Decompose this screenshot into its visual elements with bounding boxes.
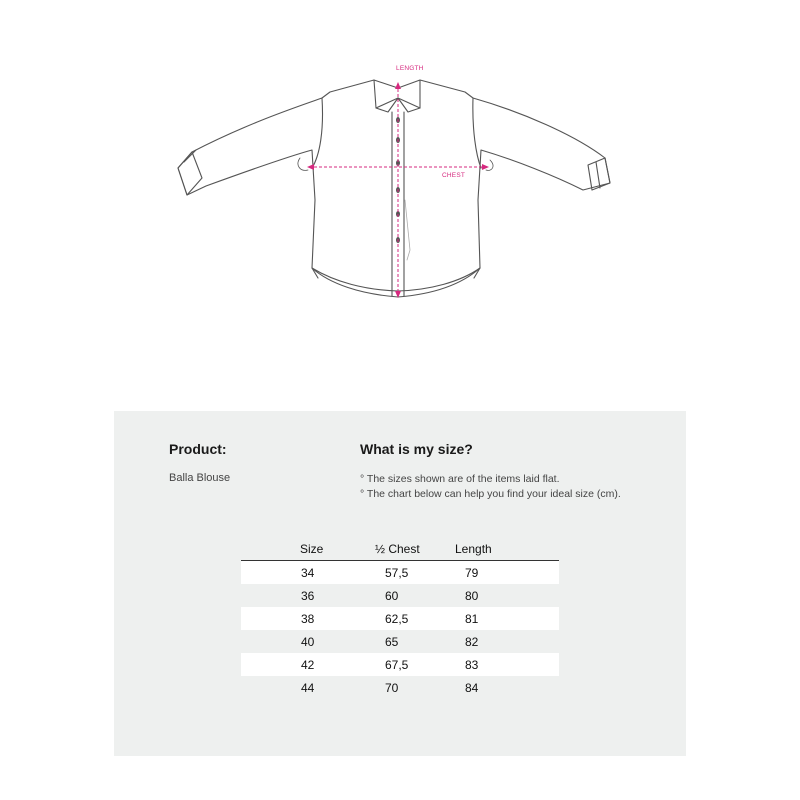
- size-guide-panel: [114, 411, 686, 756]
- chest-label: CHEST: [442, 172, 466, 179]
- cell-chest: 67,5: [385, 657, 409, 672]
- length-label: LENGTH: [396, 65, 424, 72]
- cell-chest: 60: [385, 588, 399, 603]
- size-notes: [360, 472, 621, 502]
- cell-length: 82: [465, 634, 479, 649]
- table-header: [241, 537, 559, 561]
- table-row: [241, 584, 559, 607]
- blouse-body-outline: [178, 80, 610, 297]
- cell-size: 44: [301, 680, 315, 695]
- table-row: [241, 653, 559, 676]
- size-heading: What is my size?: [360, 441, 473, 457]
- column-header-length: Length: [455, 541, 492, 556]
- product-name: Balla Blouse: [169, 472, 231, 484]
- left-cuff: [178, 152, 202, 195]
- cell-length: 79: [465, 565, 479, 580]
- cell-size: 40: [301, 634, 315, 649]
- cell-chest: 70: [385, 680, 399, 695]
- length-measure-line: [395, 82, 401, 298]
- cell-size: 38: [301, 611, 315, 626]
- table-row: [241, 676, 559, 699]
- blouse-collar: [374, 80, 420, 108]
- cell-length: 80: [465, 588, 479, 603]
- cell-length: 83: [465, 657, 479, 672]
- cell-size: 36: [301, 588, 315, 603]
- cell-chest: 65: [385, 634, 399, 649]
- cell-chest: 57,5: [385, 565, 409, 580]
- table-row: [241, 561, 559, 584]
- size-table: [241, 537, 559, 699]
- size-note: ° The chart below can help you find your ideal size (cm).: [360, 488, 621, 500]
- table-row: [241, 607, 559, 630]
- cell-chest: 62,5: [385, 611, 409, 626]
- column-header-size: Size: [300, 541, 324, 556]
- product-heading: Product:: [169, 441, 227, 457]
- column-header-chest: ½ Chest: [375, 541, 420, 556]
- cell-length: 81: [465, 611, 479, 626]
- right-cuff: [588, 158, 610, 190]
- table-row: [241, 630, 559, 653]
- cell-size: 34: [301, 565, 315, 580]
- size-note: ° The sizes shown are of the items laid flat.: [360, 473, 560, 485]
- cell-size: 42: [301, 657, 315, 672]
- cell-length: 84: [465, 680, 479, 695]
